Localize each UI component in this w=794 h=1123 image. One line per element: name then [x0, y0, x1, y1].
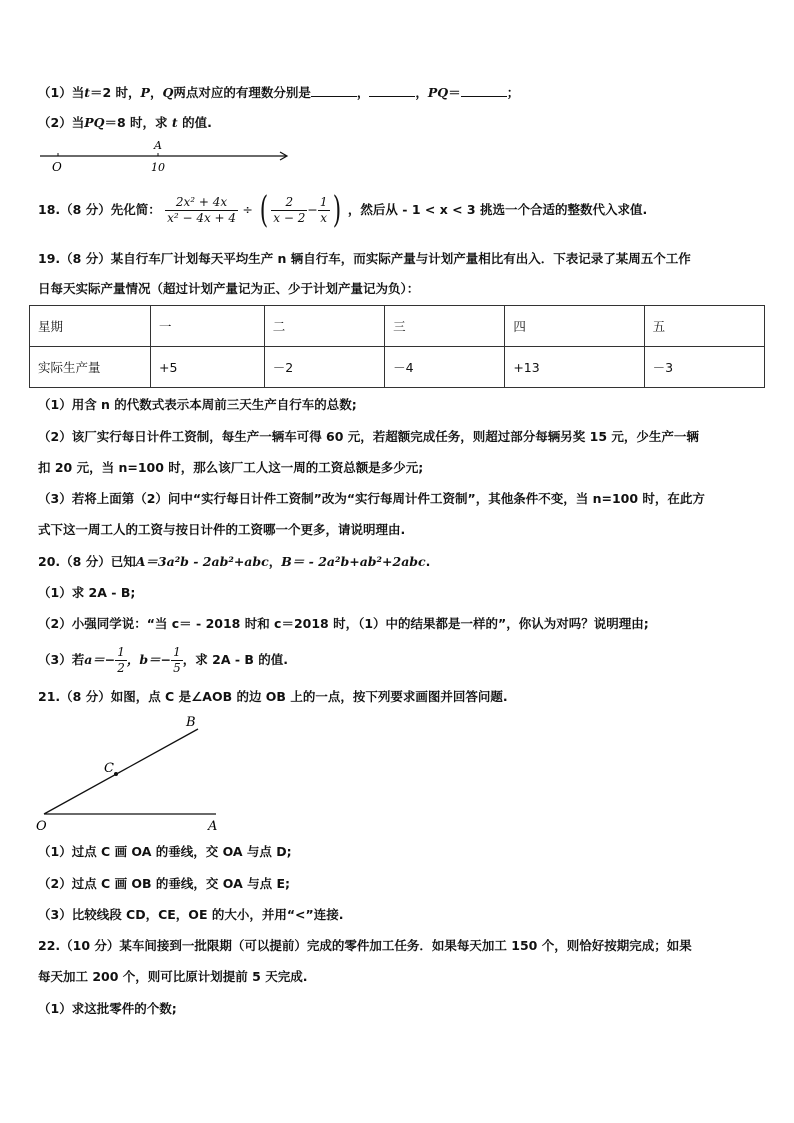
expr-a: A＝3a²b - 2ab²+abc: [135, 554, 269, 569]
q19-line2: 日每天实际产量情况（超过计划产量记为正、少于计划产量记为负）：: [38, 281, 420, 296]
frac1-num: 2x² + 4x: [175, 195, 228, 209]
var-pq: PQ: [84, 115, 105, 130]
table-cell: 实际生产量: [30, 347, 151, 388]
q20-p3-pre: （3）若: [38, 652, 85, 667]
divide-sign: ÷: [242, 202, 253, 217]
q19-part3-line2: 式下这一周工人的工资与按日计件的工资哪一个更多，请说明理由.: [38, 522, 406, 537]
q21-part2: （2）过点 C 画 OB 的垂线，交 OA 与点 E;: [38, 876, 290, 891]
label-10: 10: [151, 161, 165, 174]
q22-line1: 22.（10 分）某车间接到一批限期（可以提前）完成的零件加工任务．如果每天加工 150 个，则恰好按期完成；如果: [38, 938, 692, 953]
q17-part1-mid: 两点对应的有理数分别是: [173, 85, 311, 100]
ray-ob: [44, 729, 198, 814]
q17-part1-comma2: ，: [415, 85, 428, 100]
number-line: [36, 138, 296, 178]
q19-part2-line1: （2）该厂实行每日计件工资制，每生产一辆车可得 60 元，若超额完成任务，则超过部分每辆另奖 15 元，少生产一辆: [38, 429, 699, 444]
expr-b: B＝ - 2a²b+ab²+2abc: [281, 554, 426, 569]
q21-part1: （1）过点 C 画 OA 的垂线，交 OA 与点 D;: [38, 844, 292, 859]
q17-part1-sep: ，: [149, 85, 163, 100]
frac3-num: 1: [319, 195, 328, 209]
q20-line1: [38, 554, 430, 570]
q18-suffix: ，然后从 - 1 < x < 3 挑选一个合适的整数代入求值.: [347, 202, 648, 217]
right-paren: ): [332, 189, 341, 231]
production-table: [29, 305, 765, 388]
var-b: ，b＝−: [126, 652, 172, 667]
half-num: 1: [117, 645, 125, 659]
table-row: [30, 306, 765, 347]
q17-part2-eq: ＝8 时，求: [104, 115, 168, 130]
table-cell: 一: [151, 306, 265, 347]
minus-sign: −: [307, 202, 318, 217]
table-cell: +5: [151, 347, 265, 388]
label-o: O: [36, 819, 47, 834]
q21-part3: （3）比较线段 CD，CE，OE 的大小，并用“<”连接.: [38, 907, 344, 922]
table-cell: +13: [505, 347, 644, 388]
fraction-3: [318, 195, 330, 226]
half-den: 2: [117, 661, 125, 675]
q17-part1-pre: （1）当: [38, 85, 85, 100]
q17-part2-end: 的值.: [182, 115, 212, 130]
answer-blank-p[interactable]: [311, 84, 357, 97]
table-cell: －3: [644, 347, 764, 388]
q17-part1-end: ；: [506, 85, 520, 100]
fifth-num: 1: [173, 645, 181, 659]
table-cell: 五: [644, 306, 764, 347]
q17-part1-comma1: ，: [356, 85, 370, 100]
frac2-num: 2: [285, 195, 294, 209]
table-cell: 星期: [30, 306, 151, 347]
q19-part1: （1）用含 n 的代数式表示本周前三天生产自行车的总数;: [38, 397, 357, 412]
q19-part2-line2: 扣 20 元，当 n=100 时，那么该厂工人这一周的工资总额是多少元;: [38, 460, 424, 475]
q20-pre: 20.（8 分）已知: [38, 554, 136, 569]
q22-line2: 每天加工 200 个，则可比原计划提前 5 天完成.: [38, 969, 308, 984]
var-p: P: [140, 85, 150, 100]
label-b: B: [186, 715, 196, 730]
q20-part2: （2）小强同学说：“当 c＝ - 2018 时和 c＝2018 时，（1）中的结果都是一样的”，你认为对吗？说明理由;: [38, 616, 649, 631]
angle-figure: [34, 712, 234, 836]
q22-part1: （1）求这批零件的个数;: [38, 1001, 177, 1016]
table-row: [30, 347, 765, 388]
q19-part3-line1: （3）若将上面第（2）问中“实行每日计件工资制”改为“实行每周计件工资制”，其他条件不变，当 n=100 时，在此方: [38, 491, 705, 506]
q20-sep: ，: [268, 554, 282, 569]
q18-prefix: 18.（8 分）先化简：: [38, 202, 161, 217]
frac1-den: x² − 4x + 4: [167, 211, 237, 225]
q18: [38, 190, 647, 230]
q20-p3-end: ，求 2A - B 的值.: [182, 652, 289, 667]
q17-part1: [38, 84, 519, 101]
q17-part2-pre: （2）当: [38, 115, 85, 130]
q17-part1-eq2: ＝: [448, 85, 461, 100]
frac2-den: x − 2: [273, 211, 306, 225]
q20-part3: [38, 642, 288, 678]
fraction-fifth: [171, 645, 183, 676]
label-a: A: [154, 139, 162, 152]
q19-line1: 19.（8 分）某自行车厂计划每天平均生产 n 辆自行车，而实际产量与计划产量相比有出入．下表记录了某周五个工作: [38, 251, 691, 266]
q20-part1: （1）求 2A - B;: [38, 585, 136, 600]
answer-blank-q[interactable]: [369, 84, 415, 97]
table-cell: －2: [264, 347, 384, 388]
left-paren: (: [260, 189, 269, 231]
var-q: Q: [162, 85, 174, 100]
table-cell: 二: [264, 306, 384, 347]
var-t: t: [171, 115, 178, 130]
table-cell: 四: [505, 306, 644, 347]
fraction-2: [271, 195, 307, 226]
fifth-den: 5: [173, 661, 181, 675]
var-a: a＝−: [84, 652, 116, 667]
table-cell: 三: [385, 306, 505, 347]
label-o: O: [52, 160, 62, 174]
var-t: t: [84, 85, 90, 100]
q20-end: .: [425, 554, 431, 569]
point-c: [114, 772, 118, 776]
answer-blank-pq[interactable]: [461, 84, 507, 97]
fraction-1: [165, 195, 238, 226]
frac3-den: x: [318, 210, 330, 226]
q17-part1-eq: ＝2 时，: [89, 85, 141, 100]
q17-part2: [38, 115, 212, 131]
table-cell: －4: [385, 347, 505, 388]
q21-line1: 21.（8 分）如图，点 C 是∠AOB 的边 OB 上的一点，按下列要求画图并回答问题.: [38, 689, 508, 704]
fraction-half: [115, 645, 127, 676]
label-a: A: [208, 819, 218, 834]
label-c: C: [104, 761, 114, 776]
var-pq: PQ: [427, 85, 449, 100]
